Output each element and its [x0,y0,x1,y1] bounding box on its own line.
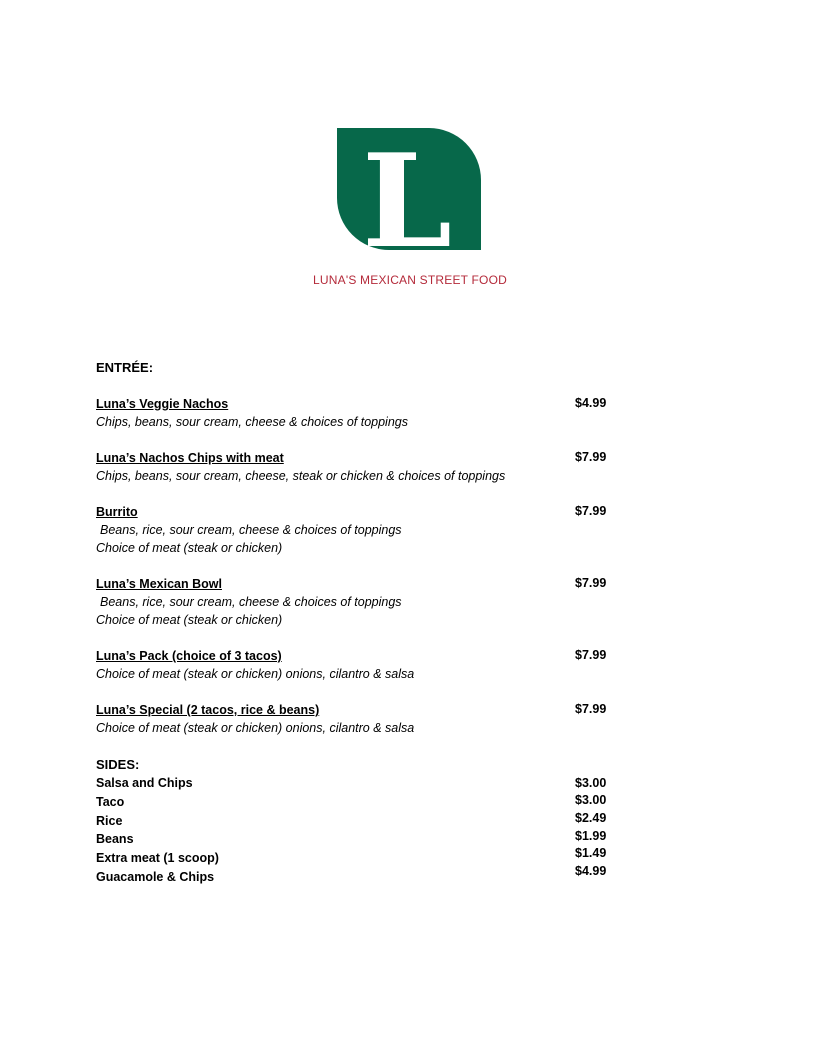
logo-text: LUNA'S MEXICAN STREET FOOD [313,273,507,287]
side-item-name: Salsa and Chips [96,776,193,790]
menu-item [96,396,616,431]
menu-item [96,648,616,683]
side-item-price: $4.99 [575,864,607,878]
side-item-price: $2.49 [575,811,607,825]
side-item-name: Taco [96,795,125,809]
side-item-name: Guacamole & Chips [96,870,215,884]
item-description: Choice of meat (steak or chicken) [96,541,283,555]
item-name: Luna’s Pack (choice of 3 tacos) [96,649,282,663]
entree-heading: ENTRÉE: [96,360,154,375]
item-name: Luna’s Veggie Nachos [96,397,229,411]
item-name: Luna’s Special (2 tacos, rice & beans) [96,703,320,717]
item-description: Choice of meat (steak or chicken) onions, cilantro & salsa [96,667,415,681]
menu-item [96,450,616,485]
menu-item [96,702,616,737]
side-item-name: Rice [96,814,123,828]
menu-item [96,504,616,557]
item-price: $4.99 [575,396,607,410]
item-name: Burrito [96,505,138,519]
restaurant-logo [299,128,521,290]
side-item-price: $1.99 [575,829,607,843]
side-item-price: $1.49 [575,846,607,860]
item-description: Choice of meat (steak or chicken) [96,613,283,627]
sides-heading: SIDES: [96,757,140,772]
item-description: Chips, beans, sour cream, cheese & choices of toppings [96,415,408,429]
side-item-price: $3.00 [575,776,607,790]
item-price: $7.99 [575,648,607,662]
side-item-name: Beans [96,832,134,846]
item-name: Luna’s Nachos Chips with meat [96,451,284,465]
logo-letter: L [362,128,452,250]
side-item-name: Extra meat (1 scoop) [96,851,219,865]
side-item-price: $3.00 [575,793,607,807]
item-price: $7.99 [575,576,607,590]
item-name: Luna’s Mexican Bowl [96,577,222,591]
item-price: $7.99 [575,504,607,518]
item-price: $7.99 [575,450,607,464]
menu-item [96,576,616,629]
item-description: Beans, rice, sour cream, cheese & choices of toppings [100,595,402,609]
item-description: Choice of meat (steak or chicken) onions, cilantro & salsa [96,721,415,735]
logo-mark [337,128,481,250]
item-description: Beans, rice, sour cream, cheese & choices of toppings [100,523,402,537]
item-price: $7.99 [575,702,607,716]
item-description: Chips, beans, sour cream, cheese, steak or chicken & choices of toppings [96,469,506,483]
